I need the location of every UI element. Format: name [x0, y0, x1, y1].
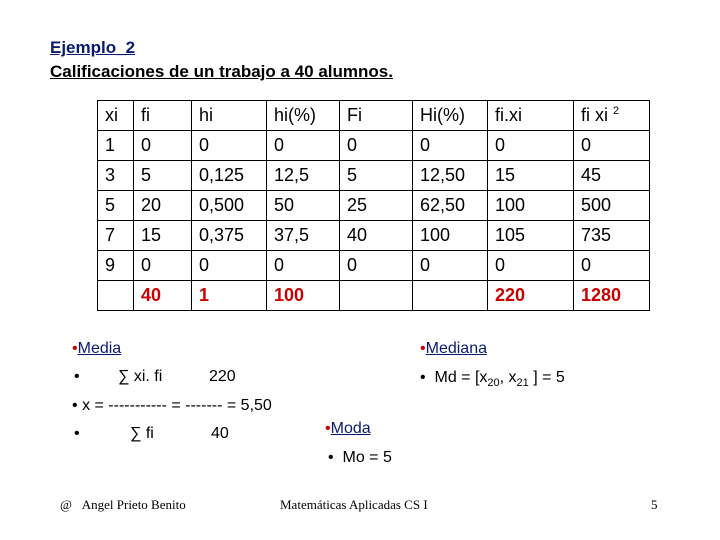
- table-cell: 100: [488, 191, 574, 221]
- mediana-heading: [420, 340, 487, 358]
- media-bullet-2: •: [74, 425, 80, 442]
- table-cell: 0,500: [192, 191, 267, 221]
- mediana-heading-text: Mediana: [425, 340, 487, 357]
- bullet: •: [72, 397, 78, 414]
- bullet: •: [325, 420, 331, 437]
- table-cell: 62,50: [413, 191, 488, 221]
- bullet: •: [420, 340, 426, 357]
- table-cell: 0: [488, 131, 574, 161]
- mediana-sub-2: 21: [516, 377, 529, 390]
- footer-course: Matemáticas Aplicadas CS I: [280, 497, 428, 512]
- table-cell: 0: [340, 131, 413, 161]
- table-cell: 3: [98, 161, 134, 191]
- moda-formula: [328, 449, 392, 467]
- totals-cell: 220: [488, 281, 574, 311]
- mediana-formula: [420, 369, 565, 389]
- totals-cell: 1280: [574, 281, 650, 311]
- moda-heading-text: Moda: [330, 420, 371, 437]
- media-denominator-value: 40: [211, 425, 229, 442]
- table-cell: 0,375: [192, 221, 267, 251]
- header-cell: Hi(%): [413, 101, 488, 131]
- table-cell: 12,5: [267, 161, 340, 191]
- table-cell: 0: [413, 131, 488, 161]
- media-numerator-value: 220: [209, 368, 236, 385]
- frequency-table: [97, 100, 650, 311]
- author-name: Angel Prieto Benito: [81, 497, 186, 512]
- table-cell: 25: [340, 191, 413, 221]
- table-cell: 5: [98, 191, 134, 221]
- table-row: [98, 131, 650, 161]
- header-cell: hi(%): [267, 101, 340, 131]
- table-cell: 500: [574, 191, 650, 221]
- example-title: Ejemplo_2: [50, 38, 136, 57]
- table-cell: 0: [267, 251, 340, 281]
- table-cell: 1: [98, 131, 134, 161]
- table-cell: 5: [340, 161, 413, 191]
- table-row: [98, 221, 650, 251]
- mediana-formula-prefix: Md = [x: [434, 369, 488, 386]
- totals-cell: 1: [192, 281, 267, 311]
- moda-heading: [325, 420, 371, 438]
- table-cell: 0,125: [192, 161, 267, 191]
- table-cell: 5: [134, 161, 192, 191]
- table-cell: 15: [134, 221, 192, 251]
- header-cell: [574, 101, 650, 131]
- table-cell: 0: [340, 251, 413, 281]
- bullet: •: [420, 369, 426, 386]
- table-cell: 0: [413, 251, 488, 281]
- totals-cell: 100: [267, 281, 340, 311]
- table-cell: 0: [574, 251, 650, 281]
- header-cell: fi.xi: [488, 101, 574, 131]
- totals-cell: 40: [134, 281, 192, 311]
- table-cell: 15: [488, 161, 574, 191]
- media-denominator-sum: ∑ fi: [130, 425, 154, 442]
- moda-formula-text: Mo = 5: [342, 449, 392, 466]
- header-cell: Fi: [340, 101, 413, 131]
- copyright-symbol: @: [60, 497, 72, 512]
- table-cell: 0: [267, 131, 340, 161]
- mediana-formula-suffix: ] = 5: [528, 369, 565, 386]
- media-formula: [72, 397, 272, 415]
- bullet: •: [328, 449, 334, 466]
- table-cell: 0: [488, 251, 574, 281]
- table-cell: 735: [574, 221, 650, 251]
- table-cell: 105: [488, 221, 574, 251]
- footer-author: [60, 497, 186, 513]
- table-cell: 0: [574, 131, 650, 161]
- table-cell: 20: [134, 191, 192, 221]
- table-row: [98, 161, 650, 191]
- table-cell: 37,5: [267, 221, 340, 251]
- header-cell: hi: [192, 101, 267, 131]
- media-heading-text: Media: [77, 340, 122, 357]
- header-cell: xi: [98, 101, 134, 131]
- table-row: [98, 251, 650, 281]
- table-cell: 40: [340, 221, 413, 251]
- table-cell: 45: [574, 161, 650, 191]
- media-bullet: •: [74, 368, 80, 385]
- table-row: [98, 191, 650, 221]
- header-superscript: 2: [613, 105, 620, 117]
- example-subtitle: Calificaciones de un trabajo a 40 alumnos.: [50, 62, 393, 81]
- table-header-row: [98, 101, 650, 131]
- totals-cell: [98, 281, 134, 311]
- header-cell-text: fi xi: [581, 105, 608, 125]
- table-cell: 0: [134, 131, 192, 161]
- bullet: •: [72, 340, 78, 357]
- totals-cell: [413, 281, 488, 311]
- table-cell: 9: [98, 251, 134, 281]
- media-heading: [72, 340, 121, 358]
- media-formula-text: x = ----------- = ------- = 5,50: [82, 397, 272, 414]
- page-number: 5: [651, 497, 658, 512]
- table-cell: 7: [98, 221, 134, 251]
- table-cell: 100: [413, 221, 488, 251]
- totals-cell: [340, 281, 413, 311]
- table-cell: 0: [192, 131, 267, 161]
- table-cell: 0: [192, 251, 267, 281]
- table-cell: 50: [267, 191, 340, 221]
- mediana-formula-comma: , x: [499, 369, 517, 386]
- totals-row: [98, 281, 650, 311]
- table-cell: 0: [134, 251, 192, 281]
- mediana-sub-1: 20: [487, 377, 500, 390]
- table-cell: 12,50: [413, 161, 488, 191]
- media-numerator-sum: ∑ xi. fi: [118, 368, 163, 385]
- header-cell: fi: [134, 101, 192, 131]
